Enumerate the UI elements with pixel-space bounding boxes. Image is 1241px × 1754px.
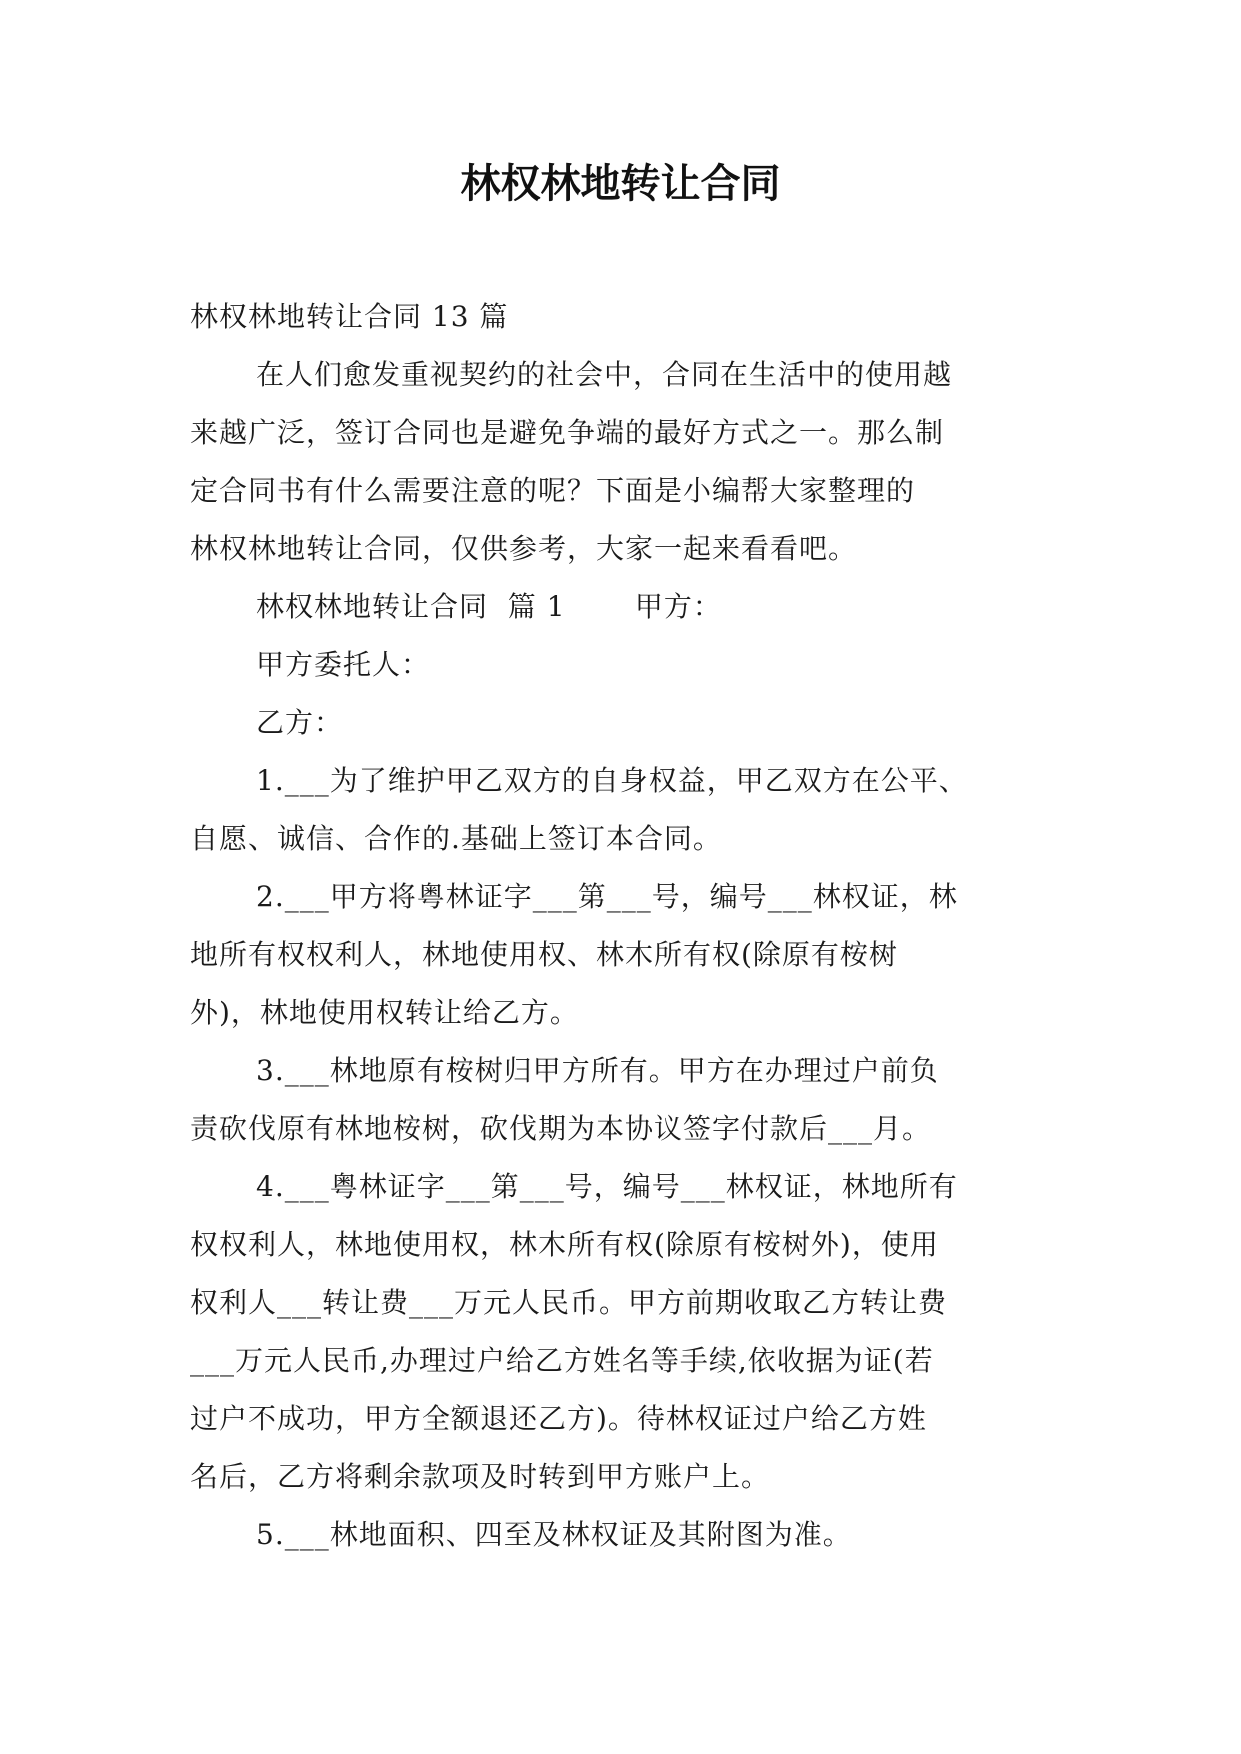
text-line: 来越广泛，签订合同也是避免争端的最好方式之一。那么制 (190, 416, 945, 449)
document-title: 林权林地转让合同 (460, 161, 781, 207)
text-line: 3.___林地原有桉树归甲方所有。甲方在办理过户前负 (256, 1054, 939, 1087)
text-line: 5.___林地面积、四至及林权证及其附图为准。 (256, 1518, 852, 1551)
text-line: 2.___甲方将粤林证字___第___号，编号___林权证，林 (256, 880, 958, 913)
text-line: 权利人___转让费___万元人民币。甲方前期收取乙方转让费 (190, 1286, 948, 1319)
text-line: 自愿、诚信、合作的.基础上签订本合同。 (190, 822, 722, 855)
text-line: 过户不成功，甲方全额退还乙方)。待林权证过户给乙方姓 (190, 1402, 927, 1435)
intro-paragraph (190, 346, 1070, 578)
party-a-agent-line (190, 636, 1070, 694)
clause-3 (190, 1042, 1070, 1158)
text-line: 乙方： (256, 706, 344, 739)
clause-4 (190, 1158, 1070, 1506)
text-line: 在人们愈发重视契约的社会中，合同在生活中的使用越 (256, 358, 953, 391)
clause-2 (190, 868, 1070, 1042)
text-line: 林权林地转让合同 篇 1 甲方： (256, 590, 722, 623)
text-line: 甲方委托人： (256, 648, 431, 681)
text-line: 定合同书有什么需要注意的呢？下面是小编帮大家整理的 (190, 474, 916, 507)
text-line: 名后，乙方将剩余款项及时转到甲方账户上。 (190, 1460, 771, 1493)
text-line: 地所有权权利人，林地使用权、林木所有权(除原有桉树 (190, 938, 898, 971)
text-line: 责砍伐原有林地桉树，砍伐期为本协议签字付款后___月。 (190, 1112, 932, 1145)
clause-5 (190, 1506, 1070, 1564)
contract-section-heading (190, 578, 1070, 636)
intro-heading-paragraph (190, 288, 1070, 346)
text-line: ___万元人民币,办理过户给乙方姓名等手续,依收据为证(若 (190, 1344, 934, 1377)
text-line: 1.___为了维护甲乙双方的自身权益，甲乙双方在公平、 (256, 764, 968, 797)
text-line: 林权林地转让合同，仅供参考，大家一起来看看吧。 (190, 532, 858, 565)
text-line: 权权利人，林地使用权，林木所有权(除原有桉树外)，使用 (190, 1228, 939, 1261)
text-line: 4.___粤林证字___第___号，编号___林权证，林地所有 (256, 1170, 958, 1203)
clause-1 (190, 752, 1070, 868)
text-line: 外)，林地使用权转让给乙方。 (190, 996, 579, 1029)
party-b-line (190, 694, 1070, 752)
document-body (190, 288, 1070, 1564)
text-line: 林权林地转让合同 13 篇 (190, 300, 509, 333)
